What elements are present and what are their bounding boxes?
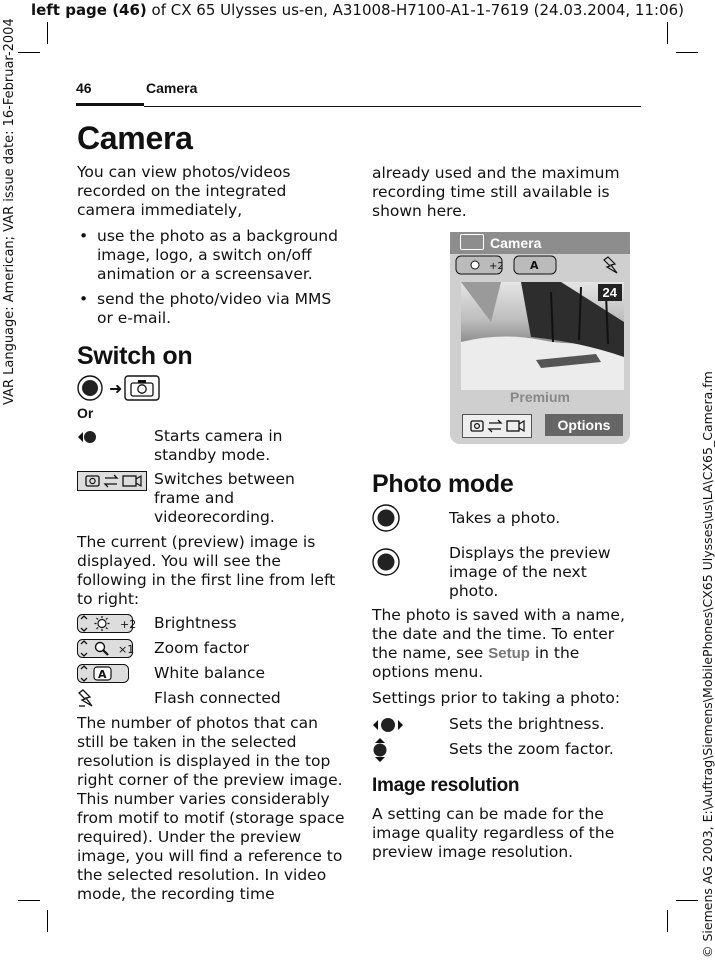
bullet-item	[77, 227, 345, 284]
switch-on-sequence	[77, 373, 345, 403]
resolution-label: Premium	[510, 389, 570, 405]
side-note-right: © Siemens AG 2003, E:\Auftrag\Siemens\MobilePhones\CX65 Ulysses\us\LA\CX65_Camera.fm	[700, 371, 715, 958]
legend-text: Brightness	[154, 614, 237, 632]
bullet-text: send the photo/video via MMS or e-mail.	[97, 290, 332, 327]
crop-mark	[18, 900, 40, 901]
preview-paragraph: The current (preview) image is displayed. You will see the following in the first line from left to right:	[77, 533, 336, 608]
key-description: Sets the brightness.	[449, 715, 605, 733]
legend-row	[77, 689, 345, 708]
frame-video-switch-key-icon	[77, 471, 147, 491]
arrow-right-icon: ➜	[109, 378, 123, 398]
svg-text:A: A	[530, 259, 539, 272]
photo-count: 24	[598, 284, 622, 301]
image-resolution-heading: Image resolution	[372, 775, 520, 796]
joystick-press-icon	[372, 548, 400, 576]
page-title: Camera	[77, 120, 193, 156]
legend-text: Zoom factor	[154, 639, 250, 657]
phone-camera-screen	[450, 232, 630, 444]
key-description: Starts camera in standby mode.	[154, 427, 283, 464]
running-title: Camera	[146, 80, 198, 96]
key-row	[372, 715, 637, 734]
svg-text:A: A	[98, 668, 107, 681]
svg-text:+2: +2	[489, 261, 504, 272]
saved-paragraph: The photo is saved with a name, the date and the time. To enter the name, see Setup in the options menu.	[372, 606, 625, 681]
bullet-item	[77, 290, 345, 328]
right-intro-text: already used and the maximum recording time still available is shown here.	[372, 164, 620, 220]
joystick-left-icon	[77, 430, 97, 444]
key-row	[77, 427, 345, 465]
crop-mark	[667, 910, 668, 932]
crop-mark	[667, 22, 668, 44]
bullet-text: use the photo as a background image, logo, a switch on/off animation or a screensaver.	[97, 227, 338, 283]
key-description: Displays the preview image of the next photo.	[449, 544, 611, 600]
white-balance-icon	[77, 664, 129, 683]
or-label: Or	[77, 405, 94, 421]
setup-link[interactable]: Setup	[488, 645, 530, 662]
switch-on-heading: Switch on	[77, 342, 193, 370]
header-thick-rule	[76, 103, 144, 106]
brightness-icon	[77, 614, 137, 633]
header-rule	[144, 106, 641, 107]
bullet-icon: •	[79, 290, 89, 308]
right-column-lower	[372, 470, 637, 862]
frame-video-softkey[interactable]	[462, 414, 532, 438]
joystick-press-icon	[372, 504, 400, 532]
page-number: 46	[76, 80, 92, 96]
key-row	[77, 470, 345, 527]
right-column	[372, 164, 637, 221]
settings-prior-text: Settings prior to taking a photo:	[372, 689, 621, 707]
legend-row	[77, 614, 345, 633]
print-header: left page (46) of CX 65 Ulysses us-en, A31008-H7100-A1-1-7619 (24.03.2004, 11:06)	[30, 1, 685, 19]
joystick-left-right-icon	[372, 717, 404, 733]
crop-mark	[676, 52, 698, 53]
photo-mode-heading: Photo mode	[372, 470, 514, 498]
camera-icon	[124, 375, 160, 401]
joystick-up-down-icon	[372, 737, 388, 763]
crop-mark	[18, 52, 40, 53]
key-row	[372, 509, 637, 532]
camera-icon	[460, 234, 484, 250]
screen-status-icons	[450, 254, 630, 278]
screen-title: Camera	[490, 235, 542, 251]
legend-row	[77, 639, 345, 658]
crop-mark	[47, 910, 48, 932]
key-description: Sets the zoom factor.	[449, 740, 614, 758]
number-paragraph: The number of photos that can still be taken in the selected resolution is displayed in the top right corner of the preview image. This number varies considerably from motif to motif (storage space required). Under the preview image, you will find a reference to the selected resolution. In video mode, the recording time	[77, 714, 345, 903]
intro-text: You can view photos/videos recorded on the integrated camera immediately,	[77, 163, 291, 219]
key-description: Switches between frame and videorecording.	[154, 470, 295, 526]
key-row	[372, 740, 637, 763]
left-column	[77, 120, 345, 904]
side-note-left: VAR Language: American; VAR issue date: 16-Februar-2004	[2, 18, 17, 405]
frame-video-switch-icon	[467, 417, 527, 435]
image-resolution-text: A setting can be made for the image quality regardless of the preview image resolution.	[372, 805, 615, 861]
legend-row	[77, 664, 345, 683]
options-softkey[interactable]: Options	[545, 414, 623, 436]
crop-mark	[676, 900, 698, 901]
svg-text:+2: +2	[120, 618, 137, 631]
zoom-icon	[77, 639, 133, 658]
crop-mark	[47, 22, 48, 44]
legend-text: White balance	[154, 664, 266, 682]
flash-icon	[77, 689, 95, 708]
bullet-icon: •	[79, 227, 89, 245]
key-description: Takes a photo.	[449, 509, 561, 527]
svg-text:×1: ×1	[118, 643, 135, 656]
camera-title-bar	[450, 232, 630, 254]
key-row	[372, 544, 637, 601]
legend-text: Flash connected	[154, 689, 281, 707]
joystick-press-icon	[77, 375, 103, 401]
